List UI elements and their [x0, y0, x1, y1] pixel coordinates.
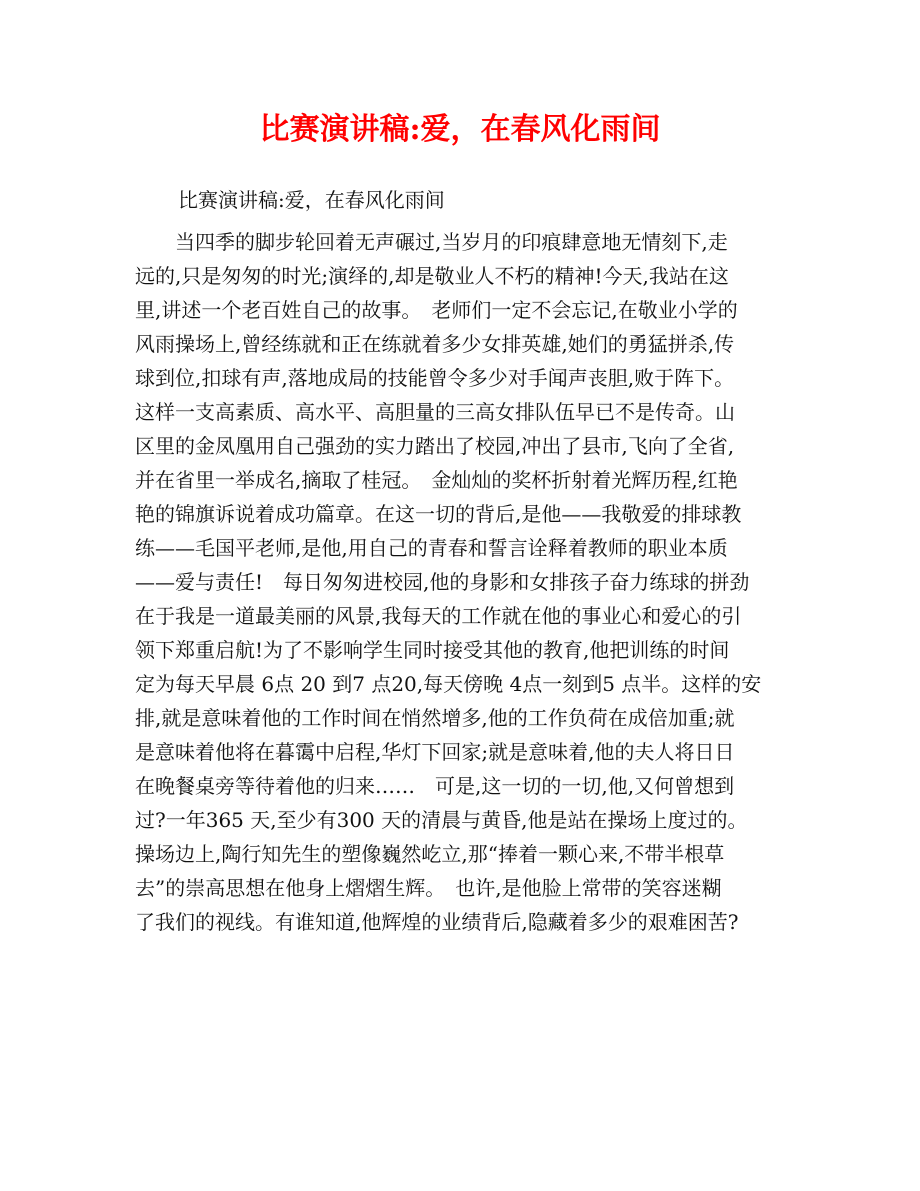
body-line: 艳的锦旗诉说着成功篇章。在这一切的背后,是他——我敬爱的排球教	[135, 502, 742, 526]
document-title: 比赛演讲稿:爱，在春风化雨间	[259, 112, 661, 147]
body-line: 定为每天早晨 6点 20 到7 点20,每天傍晚 4点一刻到5 点半。这样的安	[135, 672, 762, 696]
body-line: 这样一支高素质、高水平、高胆量的三高女排队伍早已不是传奇。山	[135, 400, 735, 424]
body-line: 操场边上,陶行知先生的塑像巍然屹立,那“捧着一颗心来,不带半根草	[135, 842, 725, 866]
body-line: 是意味着他将在暮霭中启程,华灯下回家;就是意味着,他的夫人将日日	[135, 740, 735, 764]
body-line: 去”的崇高思想在他身上熠熠生辉。 也许,是他脸上常带的笑容迷糊	[135, 876, 722, 900]
body-line: 过?一年365 天,至少有300 天的清晨与黄昏,他是站在操场上度过的。	[135, 808, 748, 832]
body-line: 领下郑重启航!为了不影响学生同时接受其他的教育,他把训练的时间	[135, 638, 730, 662]
body-line: 里,讲述一个老百姓自己的故事。 老师们一定不会忘记,在敬业小学的	[135, 298, 738, 322]
document-body	[135, 225, 775, 939]
body-line: ——爱与责任! 每日匆匆进校园,他的身影和女排孩子奋力练球的拼劲	[135, 570, 750, 594]
document-subtitle: 比赛演讲稿:爱，在春风化雨间	[178, 188, 445, 212]
body-line: 在晚餐桌旁等待着他的归来…… 可是,这一切的一切,他,又何曾想到	[135, 774, 735, 798]
body-line: 并在省里一举成名,摘取了桂冠。 金灿灿的奖杯折射着光辉历程,红艳	[135, 468, 738, 492]
body-line: 当四季的脚步轮回着无声碾过,当岁月的印痕肆意地无情刻下,走	[135, 230, 728, 254]
body-line: 了我们的视线。有谁知道,他辉煌的业绩背后,隐藏着多少的艰难困苦?	[135, 910, 739, 934]
body-line: 在于我是一道最美丽的风景,我每天的工作就在他的事业心和爱心的引	[135, 604, 742, 628]
body-line: 远的,只是匆匆的时光;演绎的,却是敬业人不朽的精神!今天,我站在这	[135, 264, 729, 288]
body-line: 区里的金凤凰用自己强劲的实力踏出了校园,冲出了县市,飞向了全省,	[135, 434, 735, 458]
body-line: 风雨操场上,曾经练就和正在练就着多少女排英雄,她们的勇猛拼杀,传	[135, 332, 735, 356]
body-line: 球到位,扣球有声,落地成局的技能曾令多少对手闻声丧胆,败于阵下。	[135, 366, 735, 390]
body-line: 练——毛国平老师,是他,用自己的青春和誓言诠释着教师的职业本质	[135, 536, 728, 560]
body-line: 排,就是意味着他的工作时间在悄然增多,他的工作负荷在成倍加重;就	[135, 706, 735, 730]
